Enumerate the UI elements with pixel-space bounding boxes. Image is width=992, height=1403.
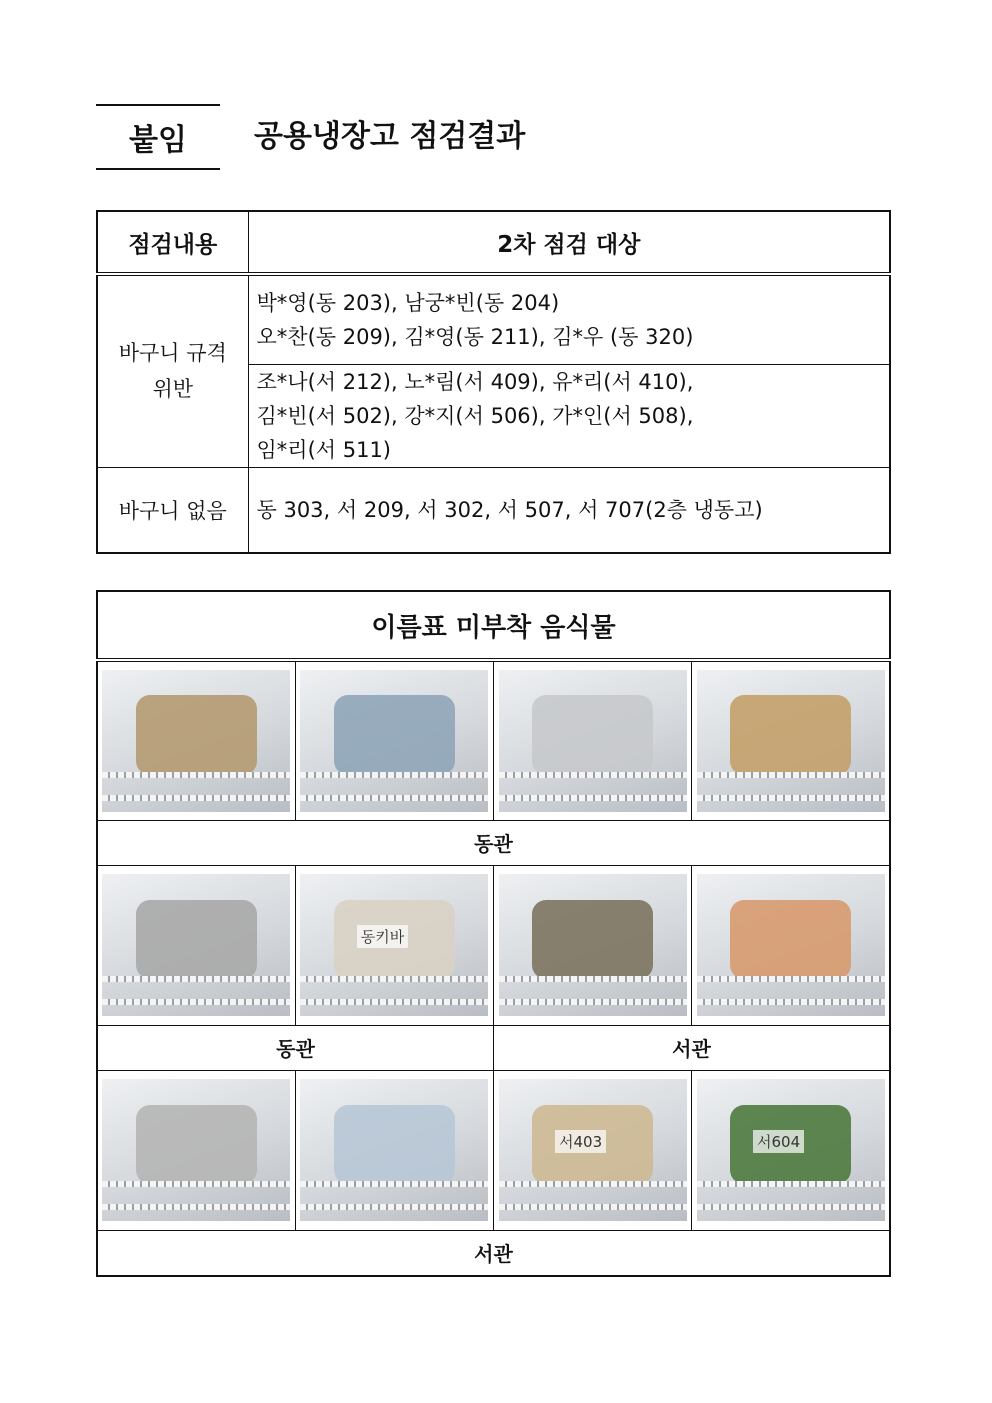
photo-6 [300, 874, 488, 1016]
photo-2 [300, 670, 488, 812]
photo-item [136, 900, 256, 980]
violation-seo: 조*나(서 212), 노*림(서 409), 유*리(서 410), 김*빈(서 502), 강*지(서 506), 가*인(서 508), 임*리(서 511) [248, 364, 890, 467]
photo-item [136, 1105, 256, 1185]
fridge-shelf [499, 795, 687, 801]
fridge-shelf [499, 772, 687, 778]
photo-11 [499, 1079, 687, 1221]
label-no-basket: 바구니 없음 [97, 467, 248, 553]
violation-dong: 박*영(동 203), 남궁*빈(동 204) 오*찬(동 209), 김*영(동 211), 김*우 (동 320) [248, 274, 890, 364]
photo-1 [102, 670, 290, 812]
fridge-shelf [102, 772, 290, 778]
fridge-shelf [697, 1204, 885, 1210]
photo-item [532, 695, 652, 775]
fridge-shelf [499, 1181, 687, 1187]
attachment-tag: 붙임 [96, 104, 220, 170]
photo-item [730, 900, 850, 980]
photo-12 [697, 1079, 885, 1221]
header-target: 2차 점검 대상 [248, 211, 890, 274]
photo-3 [499, 670, 687, 812]
photo-table-title: 이름표 미부착 음식물 [97, 591, 890, 660]
fridge-shelf [499, 976, 687, 982]
fridge-shelf [697, 795, 885, 801]
caption-seo-2: 서관 [97, 1230, 890, 1276]
fridge-shelf [697, 772, 885, 778]
fridge-shelf [300, 795, 488, 801]
fridge-shelf [102, 999, 290, 1005]
photo-handwritten-label: 서403 [555, 1130, 606, 1153]
photo-5 [102, 874, 290, 1016]
fridge-shelf [300, 772, 488, 778]
inspection-table [96, 210, 891, 554]
fridge-shelf [102, 795, 290, 801]
photo-10 [300, 1079, 488, 1221]
fridge-shelf [697, 976, 885, 982]
fridge-shelf [102, 1204, 290, 1210]
fridge-shelf [102, 976, 290, 982]
photo-item [334, 695, 454, 775]
fridge-shelf [499, 1204, 687, 1210]
no-basket-list: 동 303, 서 209, 서 302, 서 507, 서 707(2층 냉동고) [248, 467, 890, 553]
page-header [96, 104, 696, 170]
fridge-shelf [697, 999, 885, 1005]
fridge-shelf [300, 1181, 488, 1187]
fridge-shelf [499, 999, 687, 1005]
fridge-shelf [697, 1181, 885, 1187]
fridge-shelf [300, 976, 488, 982]
photo-item [730, 695, 850, 775]
photo-item [136, 695, 256, 775]
photo-table [96, 590, 891, 1277]
photo-9 [102, 1079, 290, 1221]
caption-dong-1: 동관 [97, 820, 890, 865]
photo-7 [499, 874, 687, 1016]
fridge-shelf [102, 1181, 290, 1187]
photo-handwritten-label: 서604 [753, 1130, 804, 1153]
header-content: 점검내용 [97, 211, 248, 274]
caption-dong-2: 동관 [97, 1025, 494, 1070]
caption-seo-1: 서관 [494, 1025, 891, 1070]
photo-item [532, 900, 652, 980]
photo-handwritten-label: 동키바 [357, 925, 408, 948]
label-basket-violation: 바구니 규격 위반 [97, 274, 248, 467]
photo-item [334, 1105, 454, 1185]
page-title: 공용냉장고 점검결과 [254, 119, 526, 154]
fridge-shelf [300, 1204, 488, 1210]
photo-4 [697, 670, 885, 812]
fridge-shelf [300, 999, 488, 1005]
photo-8 [697, 874, 885, 1016]
